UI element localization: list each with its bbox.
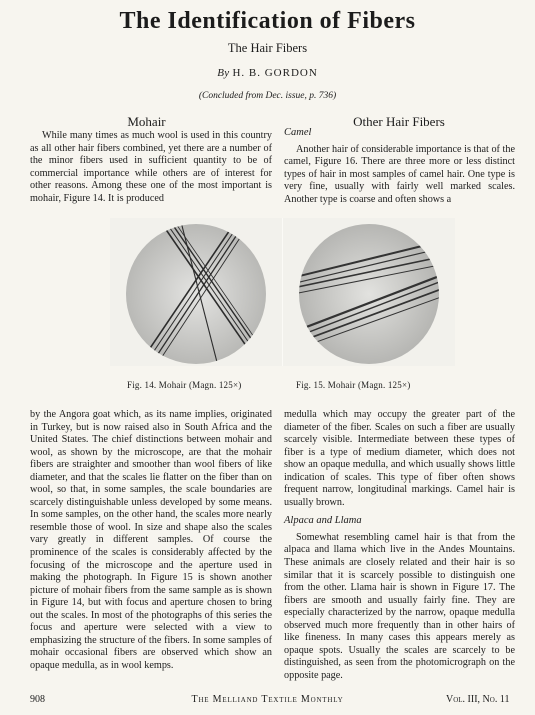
heading-mohair: Mohair	[127, 114, 166, 129]
article-title: The Identification of Fibers	[119, 8, 416, 34]
mohair-intro-paragraph: While many times as much wool is used in this country as all other hair fibers combined, yet there are a number of the minor fibers used in sufficient quantity to be of commercial importance while others are of interest for other reasons. Among these one of the most important is mohair, Figure 14. It is produced	[30, 130, 272, 204]
left-column-top	[30, 130, 272, 205]
subheading-camel: Camel	[284, 127, 312, 138]
figure-14-micrograph	[110, 218, 282, 366]
camel-continued-paragraph: medulla which may occupy the greater part of the diameter of the fiber. Scales on such a fiber are usually scarcely visible. Intermediate between these types of fiber is a type of medium diameter, which does not show an opaque medulla, and which usually shows little indication of scales. This type of fiber often shows frequent narrow, longitudinal markings. Camel hair is usually brown.	[284, 409, 515, 508]
figure-15-micrograph	[283, 218, 455, 366]
figure-15-caption: Fig. 15. Mohair (Magn. 125×)	[296, 380, 411, 390]
heading-other-hair-fibers: Other Hair Fibers	[353, 114, 445, 129]
left-column-bottom	[30, 409, 272, 672]
camel-paragraph-top: Another hair of considerable importance is that of the camel, Figure 16. There are three more or less distinct types of hair in most samples of camel hair. One type is very fine, usually with fairly well marked scales. Another type is coarse and often shows a	[284, 143, 515, 205]
figure-14-caption: Fig. 14. Mohair (Magn. 125×)	[127, 380, 242, 390]
subheading-alpaca-llama: Alpaca and Llama	[284, 515, 362, 527]
mohair-continued-paragraph: by the Angora goat which, as its name implies, originated in Turkey, but is now raised also in South Africa and the United States. The chief distinctions between mohair and wool, as shown by the microscope, are that the mohair fibers are straighter and smoother than wool fibers of like diameter, and that the scales lie flatter on the fiber than on wool, so that, in some samples, the scale boundaries are scarcely distinguishable unless developed by some means. In some samples, on the other hand, the scales more nearly resemble those of wool. In size and shape also the scales vary greatly in different samples. Of course the prominence of the scales is considerably affected by the focusing of the microscope and the aperture used in making the photograph. In Figure 15 is shown another picture of mohair fibers from the same sample as is shown in Figure 14, but with focus and aperture chosen to bring out the scales. In most of the photographs of this series the focus and aperture were selected with a view to emphasizing the structure of the fibers. In some samples of mohair occasional fibers are observed which show an opaque medulla, as in wool kemps.	[30, 409, 272, 671]
journal-name: The Melliand Textile Monthly	[191, 694, 344, 705]
concluded-note: (Concluded from Dec. issue, p. 736)	[198, 91, 337, 101]
byline	[0, 67, 535, 79]
article-subtitle: The Hair Fibers	[227, 41, 308, 55]
alpaca-llama-paragraph: Somewhat resembling camel hair is that from the alpaca and llama which live in the Andes Mountains. These animals are closely related and their hair is so similar that it is scarcely possible to distinguish one from the other. Llama hair is shown in Figure 17. The fibers are smooth and usually fairly fine. They are especially characterized by the narrow, opaque medulla observed much more frequently than in other hairs of like fineness. In many cases this appears merely as opaque spots. Usually the scales are scarcely to be distinguished, as seen from the photomicrograph on the opposite page.	[284, 531, 515, 681]
volume-issue: Vol. III, No. 11	[446, 694, 510, 705]
figure-panel	[110, 218, 455, 366]
author-name: H. B. GORDON	[232, 67, 318, 79]
byline-prefix: By	[217, 67, 230, 79]
page-number: 908	[30, 694, 45, 705]
right-column-bottom	[284, 409, 515, 682]
right-column-top	[284, 127, 515, 206]
